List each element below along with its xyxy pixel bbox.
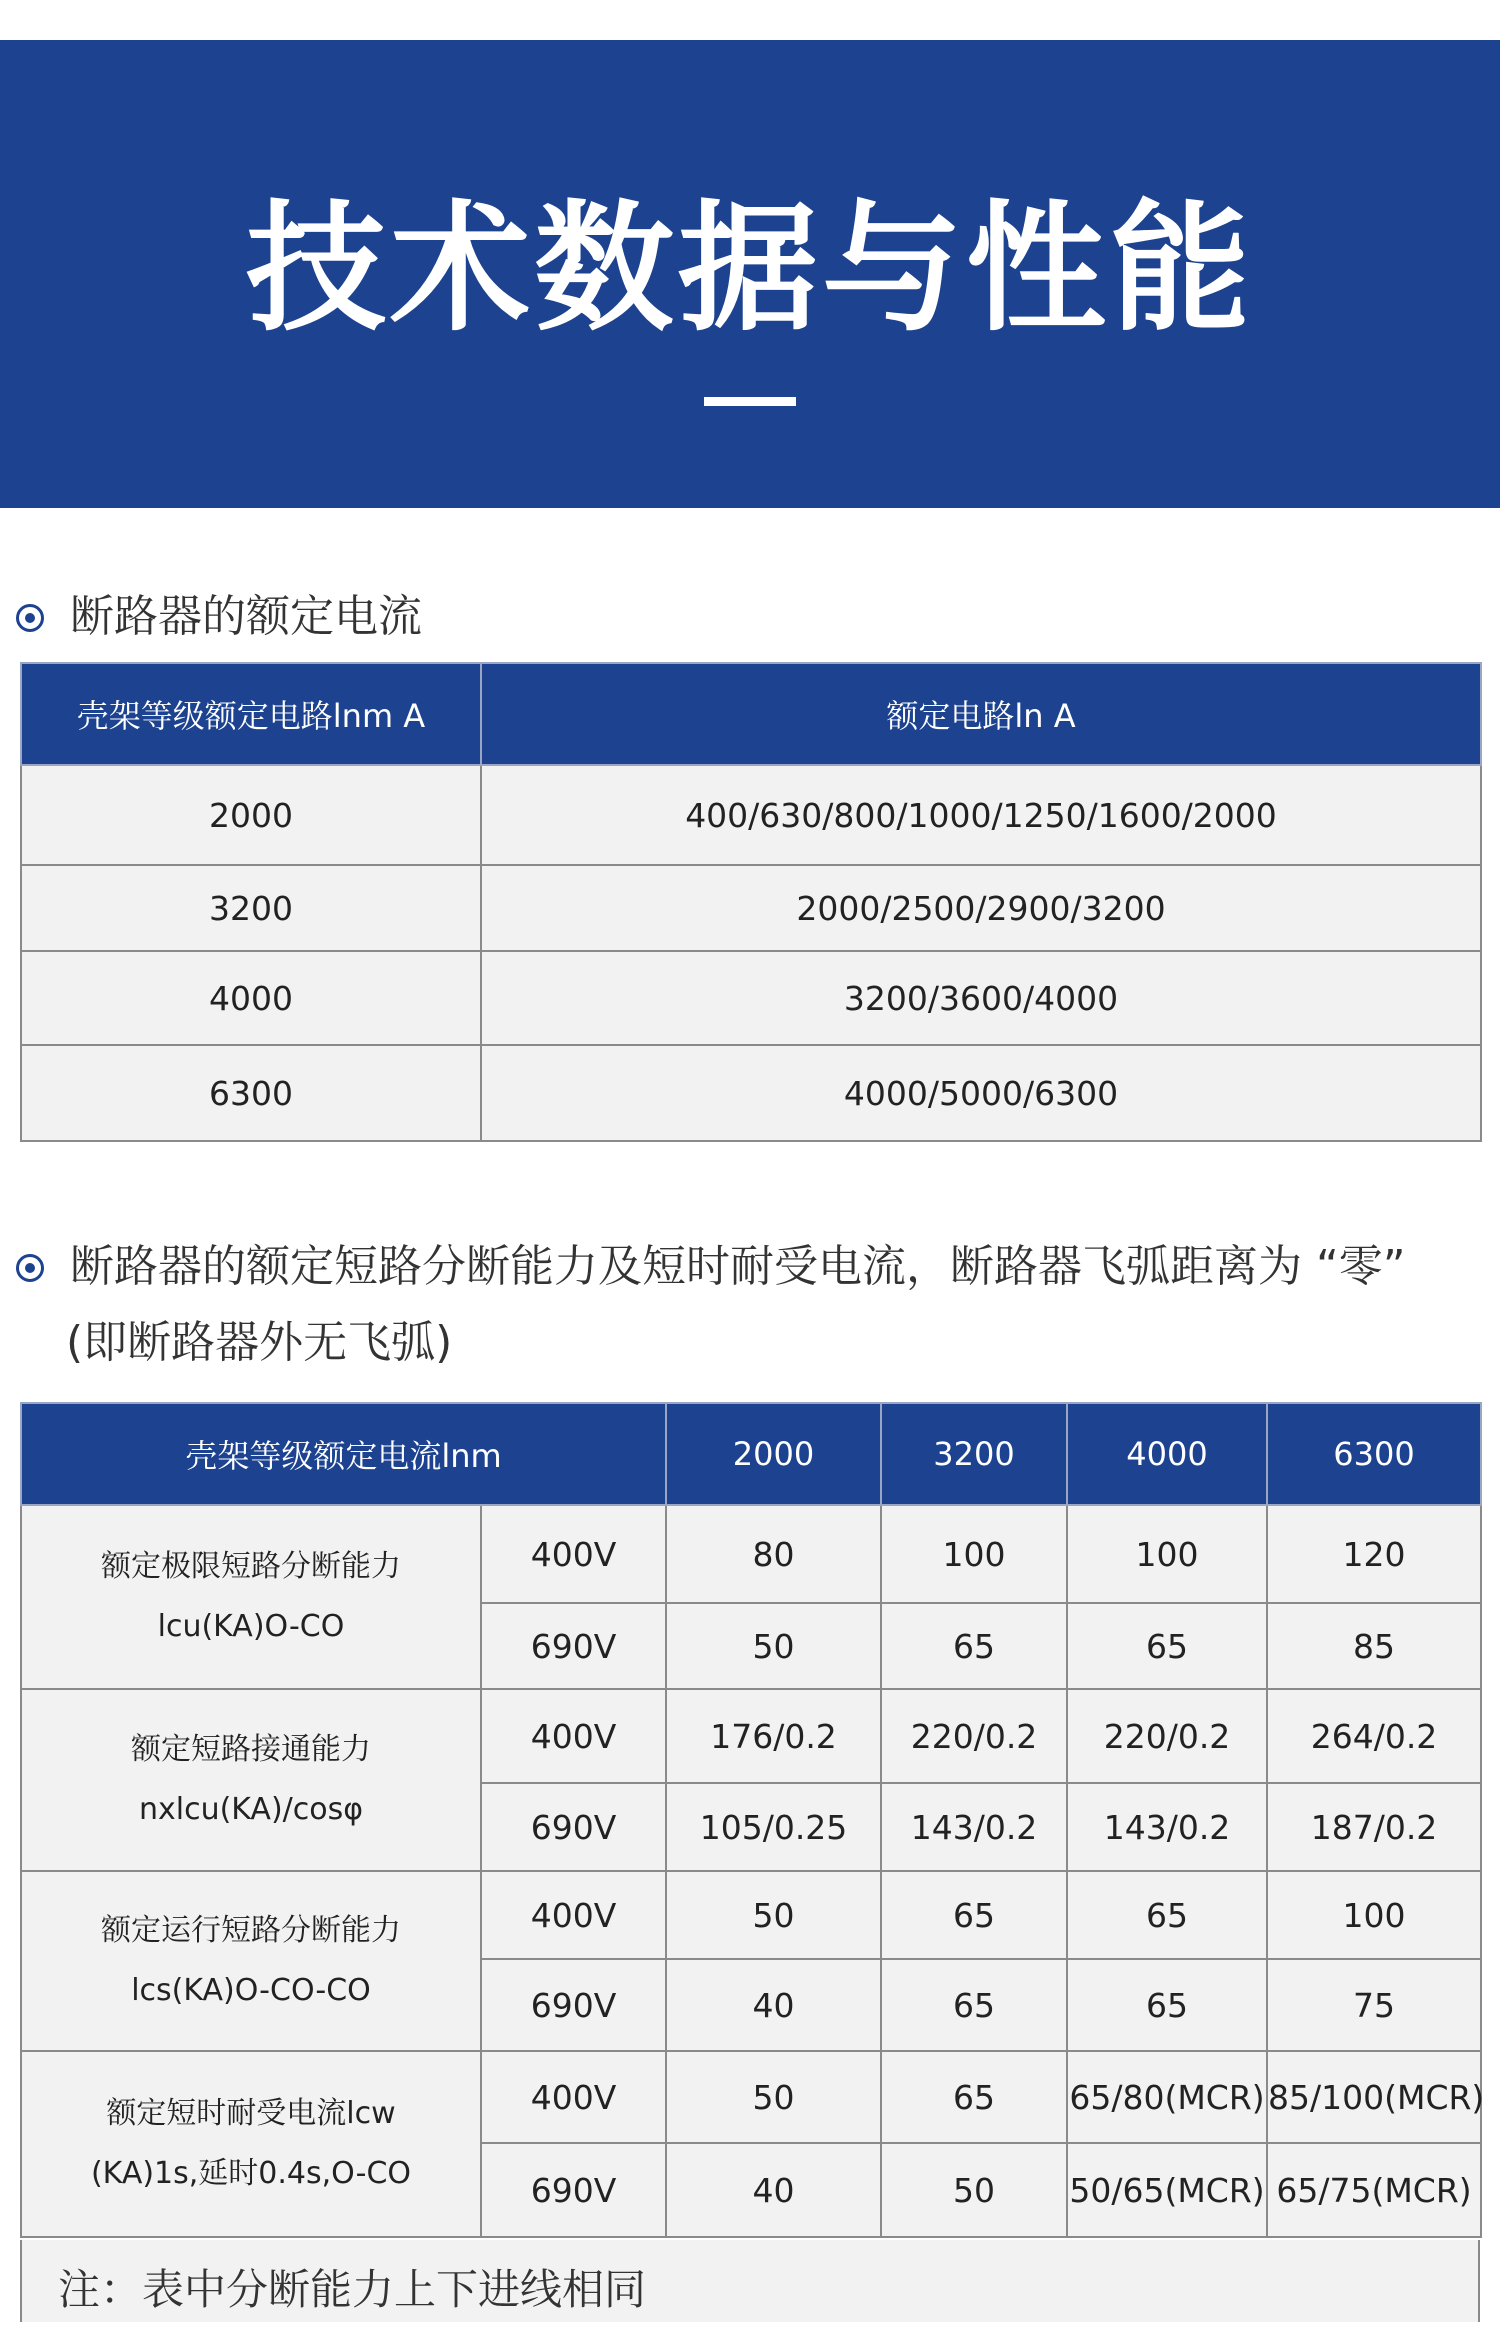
table-cell: 143/0.2: [881, 1783, 1067, 1871]
voltage-cell: 690V: [481, 2143, 666, 2237]
table-row: [21, 1689, 1481, 1783]
table-cell: 100: [881, 1505, 1067, 1603]
row-group-label: [21, 1689, 481, 1871]
table-cell: 220/0.2: [881, 1689, 1067, 1783]
section-title-line2: (即断路器外无飞弧): [66, 1317, 453, 1368]
voltage-cell: 400V: [481, 1505, 666, 1603]
column-header: 额定电路ln A: [481, 663, 1481, 765]
table-cell: 50/65(MCR): [1067, 2143, 1267, 2237]
table-cell: 143/0.2: [1067, 1783, 1267, 1871]
table-row: [21, 2051, 1481, 2143]
title-underline: [704, 397, 796, 406]
table-cell: 65: [881, 1959, 1067, 2051]
table-cell: 2000: [21, 765, 481, 865]
column-header: 6300: [1267, 1403, 1481, 1505]
table-cell: 4000/5000/6300: [481, 1045, 1481, 1141]
row-group-label: [21, 2051, 481, 2237]
table-cell: 65: [1067, 1871, 1267, 1959]
table-cell: 220/0.2: [1067, 1689, 1267, 1783]
table-cell: 3200: [21, 865, 481, 951]
table-header-row: [21, 1403, 1481, 1505]
row-group-label: [21, 1505, 481, 1689]
voltage-cell: 400V: [481, 1871, 666, 1959]
page-title: 技术数据与性能: [245, 188, 1254, 351]
voltage-cell: 400V: [481, 1689, 666, 1783]
table-header-row: [21, 663, 1481, 765]
voltage-cell: 690V: [481, 1603, 666, 1689]
table-row: [21, 1871, 1481, 1959]
table-row: [21, 765, 1481, 865]
table-cell: 6300: [21, 1045, 481, 1141]
row-group-label-line1: 额定短时耐受电流lcw: [106, 2096, 396, 2131]
row-group-label-line1: 额定运行短路分断能力: [101, 1913, 401, 1948]
row-group-label-line1: 额定短路接通能力: [131, 1732, 371, 1767]
table-cell: 40: [666, 1959, 881, 2051]
row-group-label-line2: lcs(KA)O-CO-CO: [131, 1973, 371, 2008]
table-row: [21, 865, 1481, 951]
table-note: 注：表中分断能力上下进线相同: [20, 2240, 1480, 2322]
table-cell: 65: [881, 2051, 1067, 2143]
table-row: [21, 1505, 1481, 1603]
table-cell: 85/100(MCR): [1267, 2051, 1481, 2143]
row-group-label-line2: (KA)1s,延时0.4s,O-CO: [90, 2156, 412, 2191]
table-cell: 176/0.2: [666, 1689, 881, 1783]
rated-current-table: [20, 662, 1482, 1142]
row-group-label: [21, 1871, 481, 2051]
column-header: 4000: [1067, 1403, 1267, 1505]
table-cell: 100: [1067, 1505, 1267, 1603]
voltage-cell: 690V: [481, 1783, 666, 1871]
section-title-line1: 断路器的额定短路分断能力及短时耐受电流，断路器飞弧距离为 “零”: [70, 1241, 1406, 1292]
table-cell: 50: [666, 1871, 881, 1959]
table-row: [21, 1045, 1481, 1141]
radio-bullet-icon: [16, 1254, 44, 1282]
table-cell: 2000/2500/2900/3200: [481, 865, 1481, 951]
table-cell: 65: [881, 1603, 1067, 1689]
section-heading-breaking-capacity: [16, 1230, 1476, 1380]
table-cell: 4000: [21, 951, 481, 1045]
row-group-label-line1: 额定极限短路分断能力: [101, 1549, 401, 1584]
table-cell: 3200/3600/4000: [481, 951, 1481, 1045]
voltage-cell: 400V: [481, 2051, 666, 2143]
table-cell: 50: [666, 1603, 881, 1689]
table-cell: 65: [1067, 1959, 1267, 2051]
row-group-label-line2: nxlcu(KA)/cosφ: [138, 1792, 364, 1827]
table-cell: 105/0.25: [666, 1783, 881, 1871]
section-heading-rated-current: [16, 580, 1476, 654]
header-banner: [0, 40, 1500, 508]
table-cell: 65/80(MCR): [1067, 2051, 1267, 2143]
table-cell: 187/0.2: [1267, 1783, 1481, 1871]
table-cell: 40: [666, 2143, 881, 2237]
row-group-label-line2: lcu(KA)O-CO: [157, 1609, 345, 1644]
breaking-capacity-table: [20, 1402, 1485, 2238]
section-title: 断路器的额定电流: [70, 591, 422, 642]
table-cell: 400/630/800/1000/1250/1600/2000: [481, 765, 1481, 865]
table-cell: 50: [881, 2143, 1067, 2237]
table-cell: 85: [1267, 1603, 1481, 1689]
table-cell: 120: [1267, 1505, 1481, 1603]
table-cell: 50: [666, 2051, 881, 2143]
table-cell: 80: [666, 1505, 881, 1603]
radio-bullet-icon: [16, 604, 44, 632]
table-cell: 264/0.2: [1267, 1689, 1481, 1783]
table-cell: 65: [881, 1871, 1067, 1959]
table-cell: 65/75(MCR): [1267, 2143, 1481, 2237]
voltage-cell: 690V: [481, 1959, 666, 2051]
column-header: 3200: [881, 1403, 1067, 1505]
table-cell: 65: [1067, 1603, 1267, 1689]
column-header: 壳架等级额定电路lnm A: [21, 663, 481, 765]
table-row: [21, 951, 1481, 1045]
table-cell: 75: [1267, 1959, 1481, 2051]
column-header: 壳架等级额定电流lnm: [21, 1403, 666, 1505]
table-cell: 100: [1267, 1871, 1481, 1959]
column-header: 2000: [666, 1403, 881, 1505]
